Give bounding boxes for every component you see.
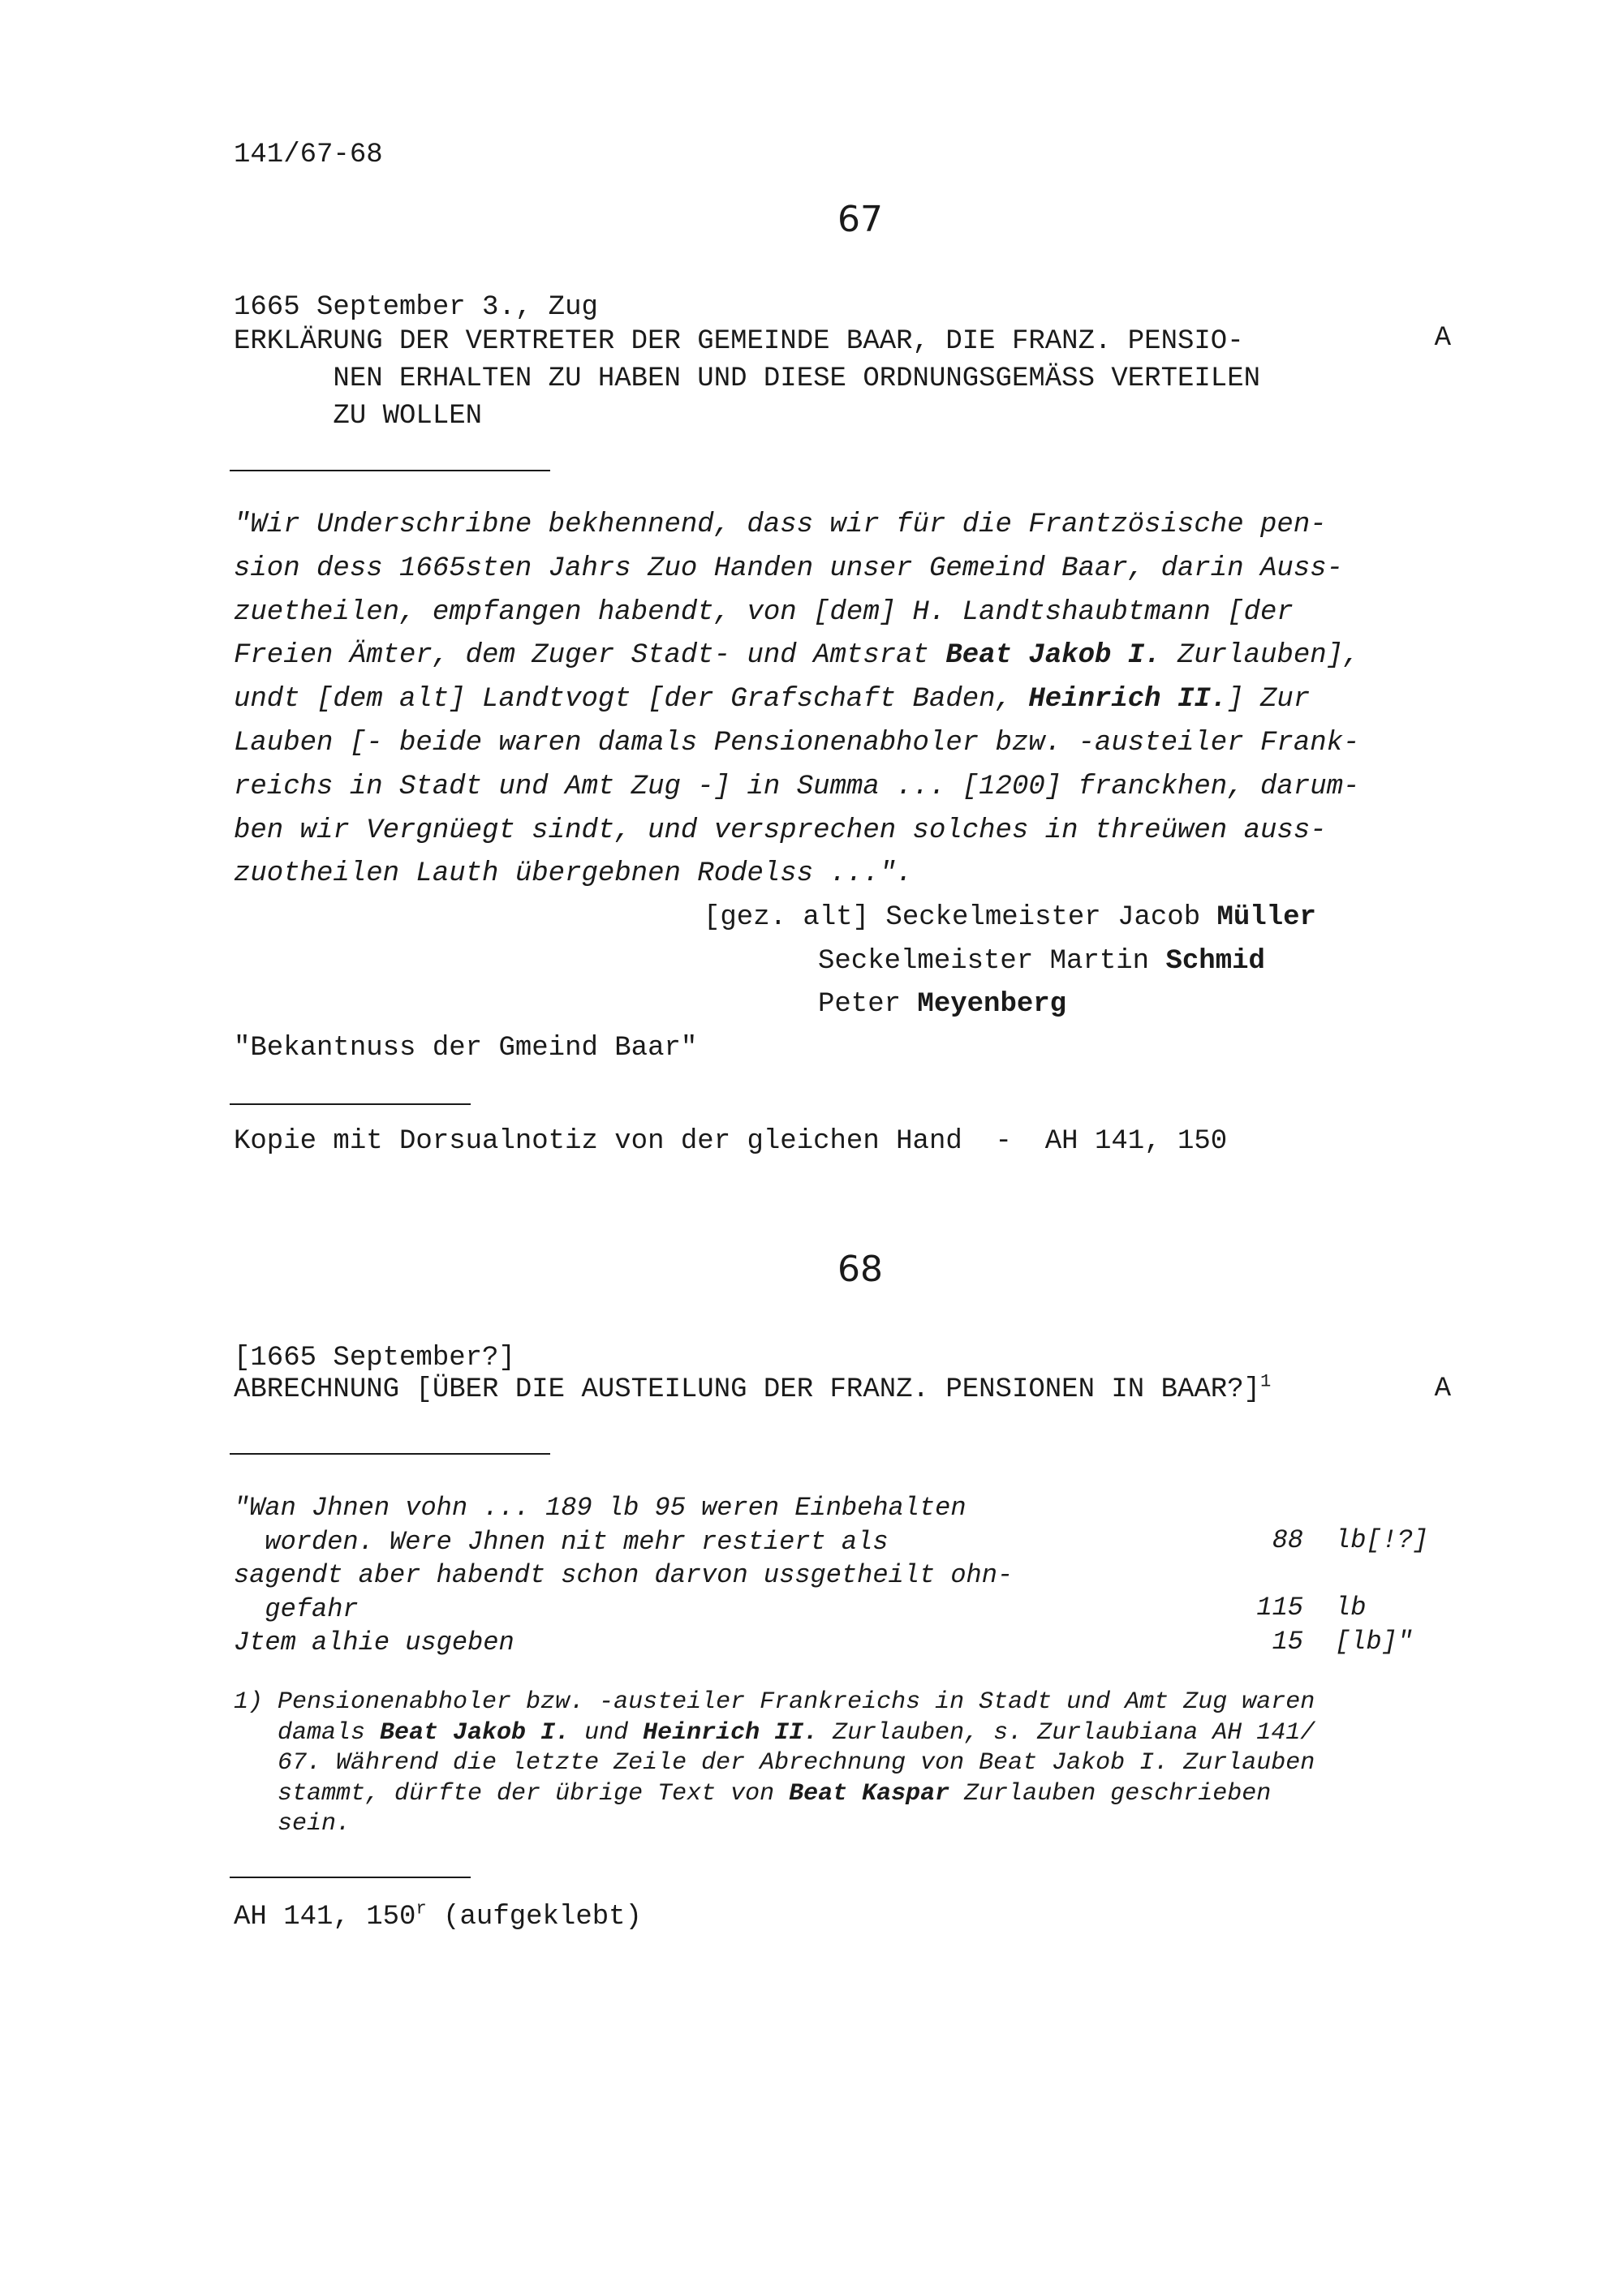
doc68-title-text: ABRECHNUNG [ÜBER DIE AUSTEILUNG DER FRANZ. PENSIONEN IN BAAR?]: [234, 1374, 1261, 1405]
signature-prefix: Peter: [818, 989, 918, 1020]
archive-reference: 141/67-68: [234, 140, 383, 170]
doc67-letter: A: [1434, 323, 1451, 354]
account-line: worden. Were Jhnen nit mehr restiert als: [234, 1526, 889, 1557]
quote-line: Freien Ämter, dem Zuger Stadt- und Amtsrat: [234, 640, 946, 672]
signature-line: [818, 989, 1066, 1020]
amount-value: 15: [1272, 1627, 1303, 1657]
footnote: [234, 1688, 1315, 1840]
person-name-bold: Beat Kaspar: [789, 1779, 950, 1808]
footnote-line: stammt, dürfte der übrige Text von: [234, 1779, 790, 1808]
doc67-source: Kopie mit Dorsualnotiz von der gleichen Hand - AH 141, 150: [234, 1126, 1228, 1157]
person-name-bold: Beat Jakob I.: [380, 1718, 570, 1747]
person-name-bold: Beat Jakob I.: [945, 640, 1161, 672]
divider-rule: [230, 470, 550, 471]
quote-line: "Wir Underschribne bekhennend, dass wir für die Frantzösische pen-: [234, 510, 1327, 540]
dorsal-note: "Bekantnuss der Gmeind Baar": [234, 1033, 698, 1064]
document-number-67: 67: [837, 199, 883, 240]
source-suffix: (aufgeklebt): [426, 1902, 642, 1933]
amount-unit: [lb]": [1335, 1627, 1414, 1657]
quote-line: Lauben [- beide waren damals Pensionenabholer bzw. -austeiler Frank-: [234, 727, 1360, 759]
footnote-marker: 1: [1260, 1371, 1272, 1392]
person-name-bold: Heinrich II.: [1028, 684, 1228, 716]
signature-line: [704, 902, 1316, 933]
divider-rule: [230, 1877, 471, 1878]
doc67-quote: [234, 504, 1359, 896]
signature-name: Meyenberg: [917, 989, 1067, 1020]
footnote-line: Zurlauben, s. Zurlaubiana AH 141/: [818, 1718, 1315, 1747]
quote-line: reichs in Stadt und Amt Zug -] in Summa ... [1200] franckhen, darum-: [234, 771, 1360, 802]
doc67-date: 1665 September 3., Zug: [234, 292, 598, 323]
quote-line: sion dess 1665sten Jahrs Zuo Handen unser Gemeind Baar, darin Auss-: [234, 553, 1344, 584]
footnote-line: 67. Während die letzte Zeile der Abrechnung von Beat Jakob I. Zurlauben: [234, 1749, 1315, 1777]
recto-marker: r: [415, 1898, 427, 1920]
signature-name: Schmid: [1165, 946, 1265, 977]
quote-line: zuotheilen Lauth übergebnen Rodelss ...".: [234, 858, 913, 890]
signature-prefix: Seckelmeister Martin: [818, 946, 1166, 977]
footnote-line: Zurlauben geschrieben: [949, 1779, 1272, 1808]
quote-line: zuetheilen, empfangen habendt, von [dem] H. Landtshaubtmann [der: [234, 596, 1294, 628]
quote-line: ] Zur: [1227, 684, 1311, 716]
doc67-title: [234, 323, 1260, 435]
footnote-line: damals: [234, 1718, 381, 1747]
quote-line: Zurlauben],: [1160, 640, 1360, 672]
footnote-line: 1) Pensionenabholer bzw. -austeiler Frankreichs in Stadt und Amt Zug waren: [234, 1688, 1315, 1716]
doc68-source: [234, 1898, 642, 1933]
doc68-letter: A: [1434, 1374, 1451, 1404]
source-text: AH 141, 150: [234, 1902, 416, 1933]
amount-unit: lb: [1335, 1593, 1367, 1623]
amount-value: 115: [1256, 1593, 1303, 1623]
doc67-title-line: NEN ERHALTEN ZU HABEN UND DIESE ORDNUNGSGEMÄSS VERTEILEN: [234, 363, 1261, 394]
doc68-date: [1665 September?]: [234, 1343, 515, 1374]
doc68-title: [234, 1371, 1272, 1405]
quote-line: undt [dem alt] Landtvogt [der Grafschaft Baden,: [234, 684, 1029, 716]
doc68-account: [234, 1491, 1013, 1660]
quote-line: ben wir Vergnüegt sindt, und versprechen solches in threüwen auss-: [234, 815, 1327, 846]
account-line: Jtem alhie usgeben: [234, 1627, 514, 1658]
account-line: gefahr: [234, 1593, 359, 1624]
account-line: sagendt aber habendt schon darvon ussgetheilt ohn-: [234, 1560, 1014, 1590]
document-number-68: 68: [837, 1249, 883, 1290]
divider-rule: [230, 1453, 550, 1455]
signature-name: Müller: [1216, 902, 1316, 933]
person-name-bold: Heinrich II.: [643, 1718, 819, 1747]
doc67-title-line: ZU WOLLEN: [234, 401, 483, 432]
doc67-title-line: ERKLÄRUNG DER VERTRETER DER GEMEINDE BAAR, DIE FRANZ. PENSIO-: [234, 326, 1244, 357]
signature-line: [818, 946, 1265, 977]
divider-rule: [230, 1103, 471, 1105]
footnote-line: sein.: [234, 1810, 351, 1838]
account-line: "Wan Jhnen vohn ... 189 lb 95 weren Einbehalten: [234, 1493, 966, 1523]
signature-prefix: [gez. alt] Seckelmeister Jacob: [704, 902, 1217, 933]
footnote-line: und: [570, 1718, 644, 1747]
amount-unit: lb[!?]: [1335, 1525, 1429, 1555]
amount-value: 88: [1272, 1525, 1303, 1555]
